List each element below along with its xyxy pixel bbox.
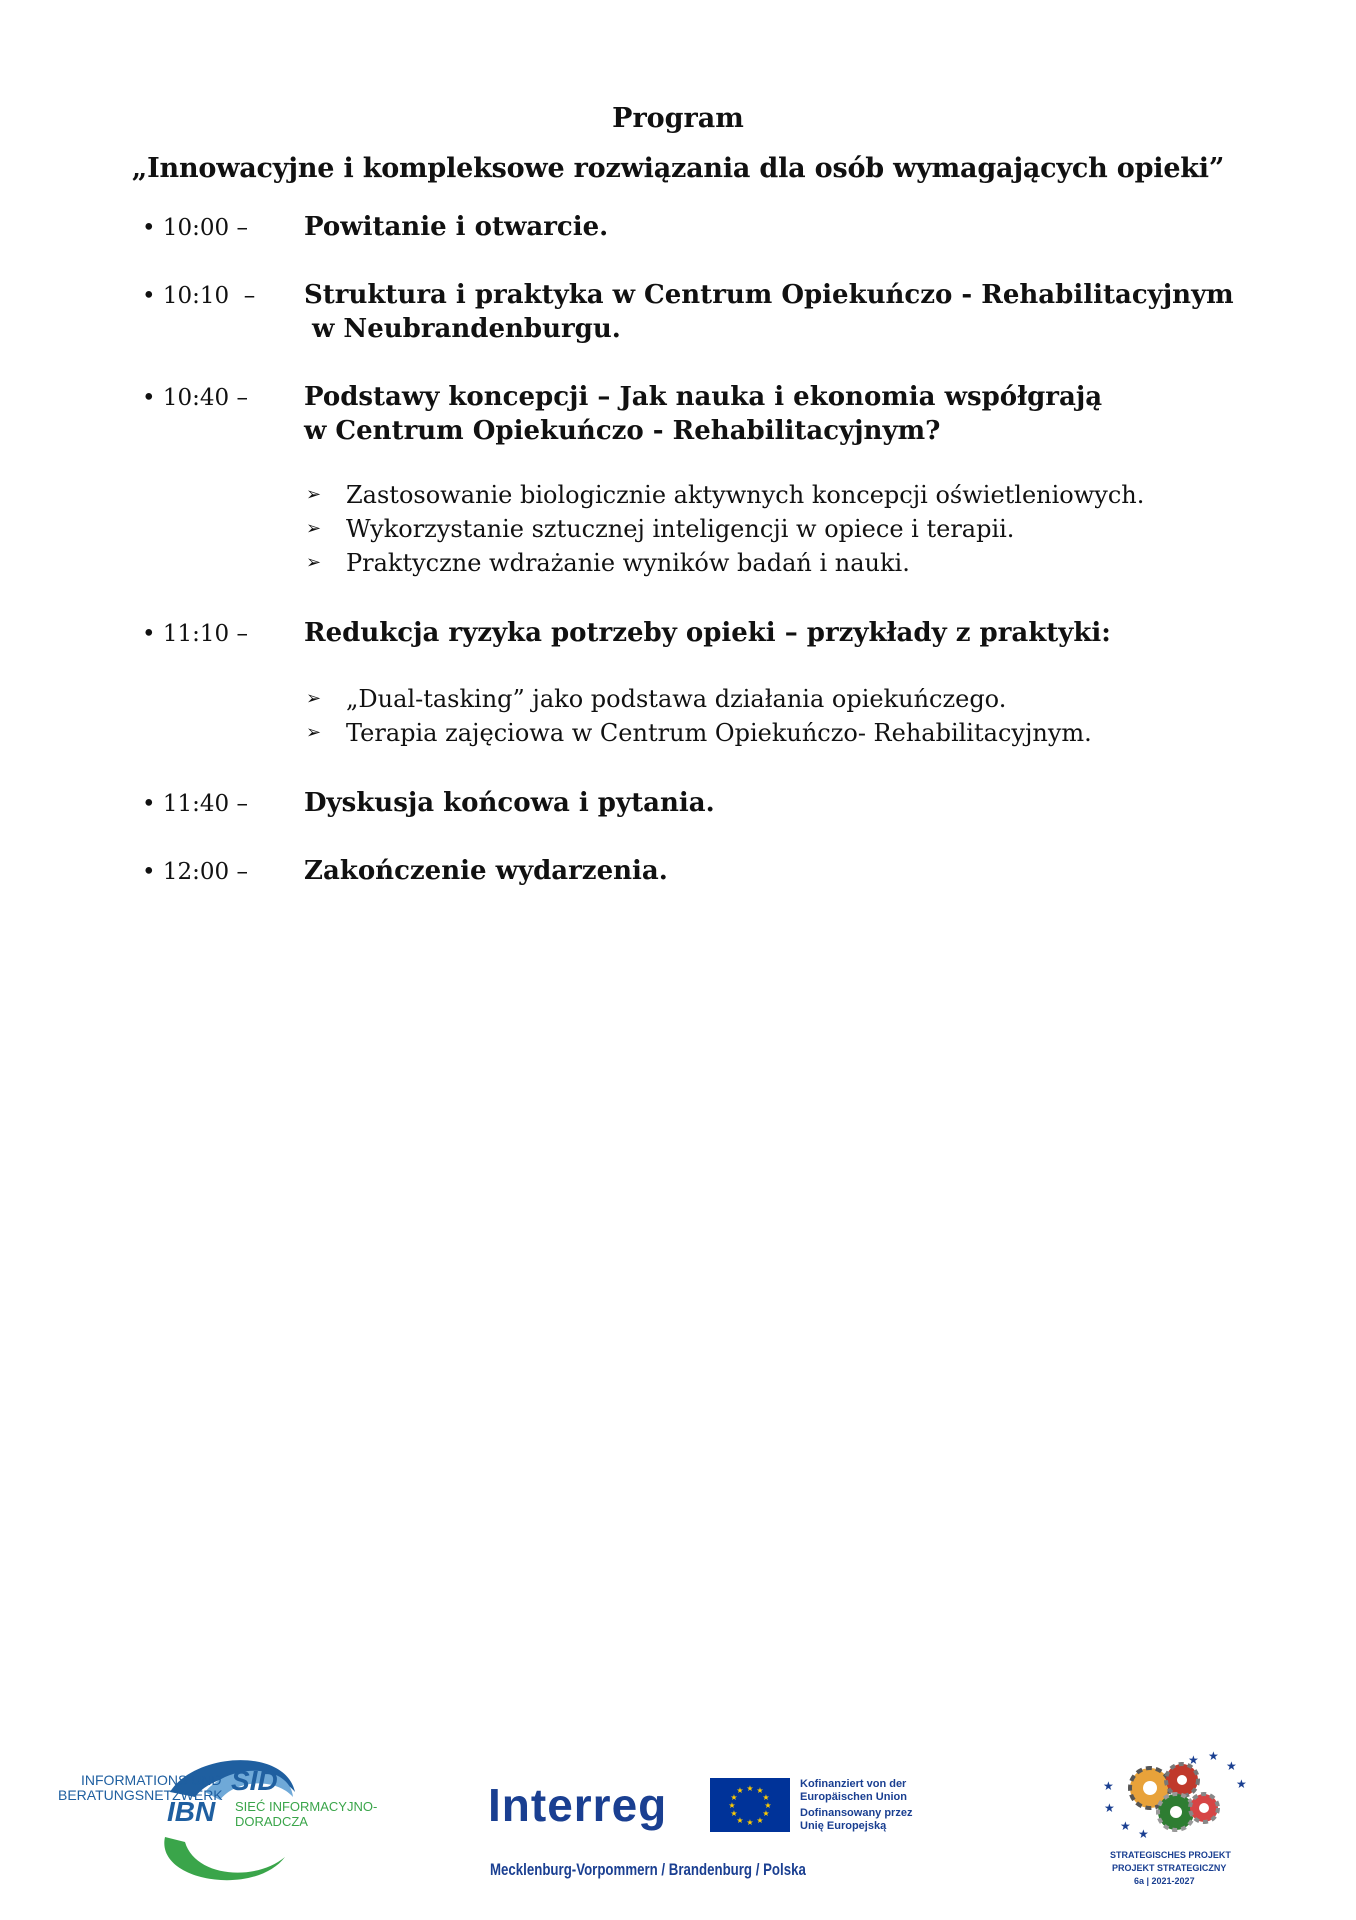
svg-text:★: ★	[1103, 1779, 1114, 1793]
strategic-line3: 6a | 2021-2027	[1134, 1876, 1195, 1886]
svg-text:★: ★	[1208, 1750, 1219, 1763]
svg-text:★: ★	[746, 1784, 754, 1793]
list-item-text: „Dual-tasking” jako podstawa działania opiekuńczego.	[346, 685, 1007, 713]
sid-line2: DORADCZA	[235, 1814, 308, 1829]
list-item	[304, 478, 1144, 512]
agenda-time: • 10:10 –	[142, 283, 256, 309]
agenda-title: Zakończenie wydarzenia.	[304, 856, 668, 886]
agenda-time: • 11:40 –	[142, 791, 248, 817]
svg-text:★: ★	[762, 1793, 770, 1802]
svg-text:★: ★	[1120, 1819, 1131, 1833]
ibn-line2: BERATUNGSNETZWERK	[58, 1787, 223, 1803]
cofin-pl-1: Dofinansowany przez	[800, 1807, 913, 1819]
list-item-text: Zastosowanie biologicznie aktywnych koncepcji oświetleniowych.	[346, 481, 1145, 509]
agenda-title-continued: w Centrum Opiekuńczo - Rehabilitacyjnym?	[304, 416, 941, 446]
page-title: Program	[612, 103, 744, 134]
svg-text:★: ★	[728, 1801, 736, 1810]
cofin-de-2: Europäischen Union	[800, 1791, 907, 1803]
list-item-text: Terapia zajęciowa w Centrum Opiekuńczo- Rehabilitacyjnym.	[346, 719, 1092, 747]
svg-text:★: ★	[1138, 1827, 1149, 1841]
agenda-time: • 12:00 –	[142, 859, 248, 885]
svg-text:★: ★	[730, 1809, 738, 1818]
ibn-abbr: IBN	[167, 1796, 216, 1827]
svg-text:★: ★	[756, 1816, 764, 1825]
arrow-bullet-icon: ➢	[306, 484, 322, 505]
agenda-title: Powitanie i otwarcie.	[304, 212, 609, 242]
agenda-time: • 10:40 –	[142, 385, 248, 411]
strategic-line1: STRATEGISCHES PROJEKT	[1110, 1850, 1231, 1860]
svg-text:★: ★	[746, 1818, 754, 1827]
arrow-bullet-icon: ➢	[306, 688, 322, 709]
strategic-line2: PROJEKT STRATEGICZNY	[1112, 1863, 1227, 1873]
svg-text:★: ★	[1104, 1801, 1115, 1815]
svg-text:★: ★	[1226, 1759, 1237, 1773]
eu-flag-icon	[710, 1778, 790, 1832]
interreg-wordmark: Interreg	[488, 1779, 668, 1831]
agenda-title-continued: w Neubrandenburgu.	[312, 314, 621, 344]
agenda-title: Redukcja ryzyka potrzeby opieki – przykłady z praktyki:	[304, 618, 1111, 648]
ibn-sid-logo	[55, 1752, 395, 1890]
list-item	[304, 716, 1092, 750]
arrow-bullet-icon: ➢	[306, 552, 322, 573]
cofin-de-1: Kofinanziert von der	[800, 1778, 907, 1790]
agenda-title: Podstawy koncepcji – Jak nauka i ekonomia współgrają	[304, 382, 1103, 412]
svg-text:★: ★	[736, 1786, 744, 1795]
agenda-title: Struktura i praktyka w Centrum Opiekuńczo - Rehabilitacyjnym	[304, 280, 1234, 310]
svg-text:★: ★	[756, 1786, 764, 1795]
svg-text:★: ★	[762, 1809, 770, 1818]
arrow-bullet-icon: ➢	[306, 722, 322, 743]
sub-list	[304, 478, 1144, 580]
svg-text:★: ★	[730, 1793, 738, 1802]
agenda-time: • 10:00 –	[142, 215, 248, 241]
list-item-text: Praktyczne wdrażanie wyników badań i nauki.	[346, 549, 910, 577]
list-item	[304, 546, 1144, 580]
svg-text:★: ★	[736, 1816, 744, 1825]
ibn-line1: INFORMATIONS UND	[81, 1772, 222, 1788]
svg-text:★: ★	[1188, 1753, 1199, 1767]
strategic-project-logo	[1098, 1750, 1248, 1898]
sid-abbr: SID	[231, 1765, 278, 1796]
list-item	[304, 512, 1144, 546]
interreg-region: Mecklenburg-Vorpommern / Brandenburg / Polska	[490, 1860, 806, 1879]
agenda-title: Dyskusja końcowa i pytania.	[304, 788, 715, 818]
list-item	[304, 682, 1092, 716]
list-item-text: Wykorzystanie sztucznej inteligencji w opiece i terapii.	[346, 515, 1015, 543]
interreg-logo	[488, 1770, 938, 1890]
agenda-time: • 11:10 –	[142, 621, 248, 647]
sid-line1: SIEĆ INFORMACYJNO-	[235, 1799, 378, 1814]
svg-text:★: ★	[764, 1801, 772, 1810]
gears-stars-icon	[1098, 1750, 1248, 1850]
cofin-pl-2: Unię Europejską	[800, 1820, 887, 1832]
page-subtitle: „Innowacyjne i kompleksowe rozwiązania dla osób wymagających opieki”	[131, 153, 1225, 184]
svg-text:★: ★	[1236, 1777, 1247, 1791]
arrow-bullet-icon: ➢	[306, 518, 322, 539]
sub-list	[304, 682, 1092, 750]
